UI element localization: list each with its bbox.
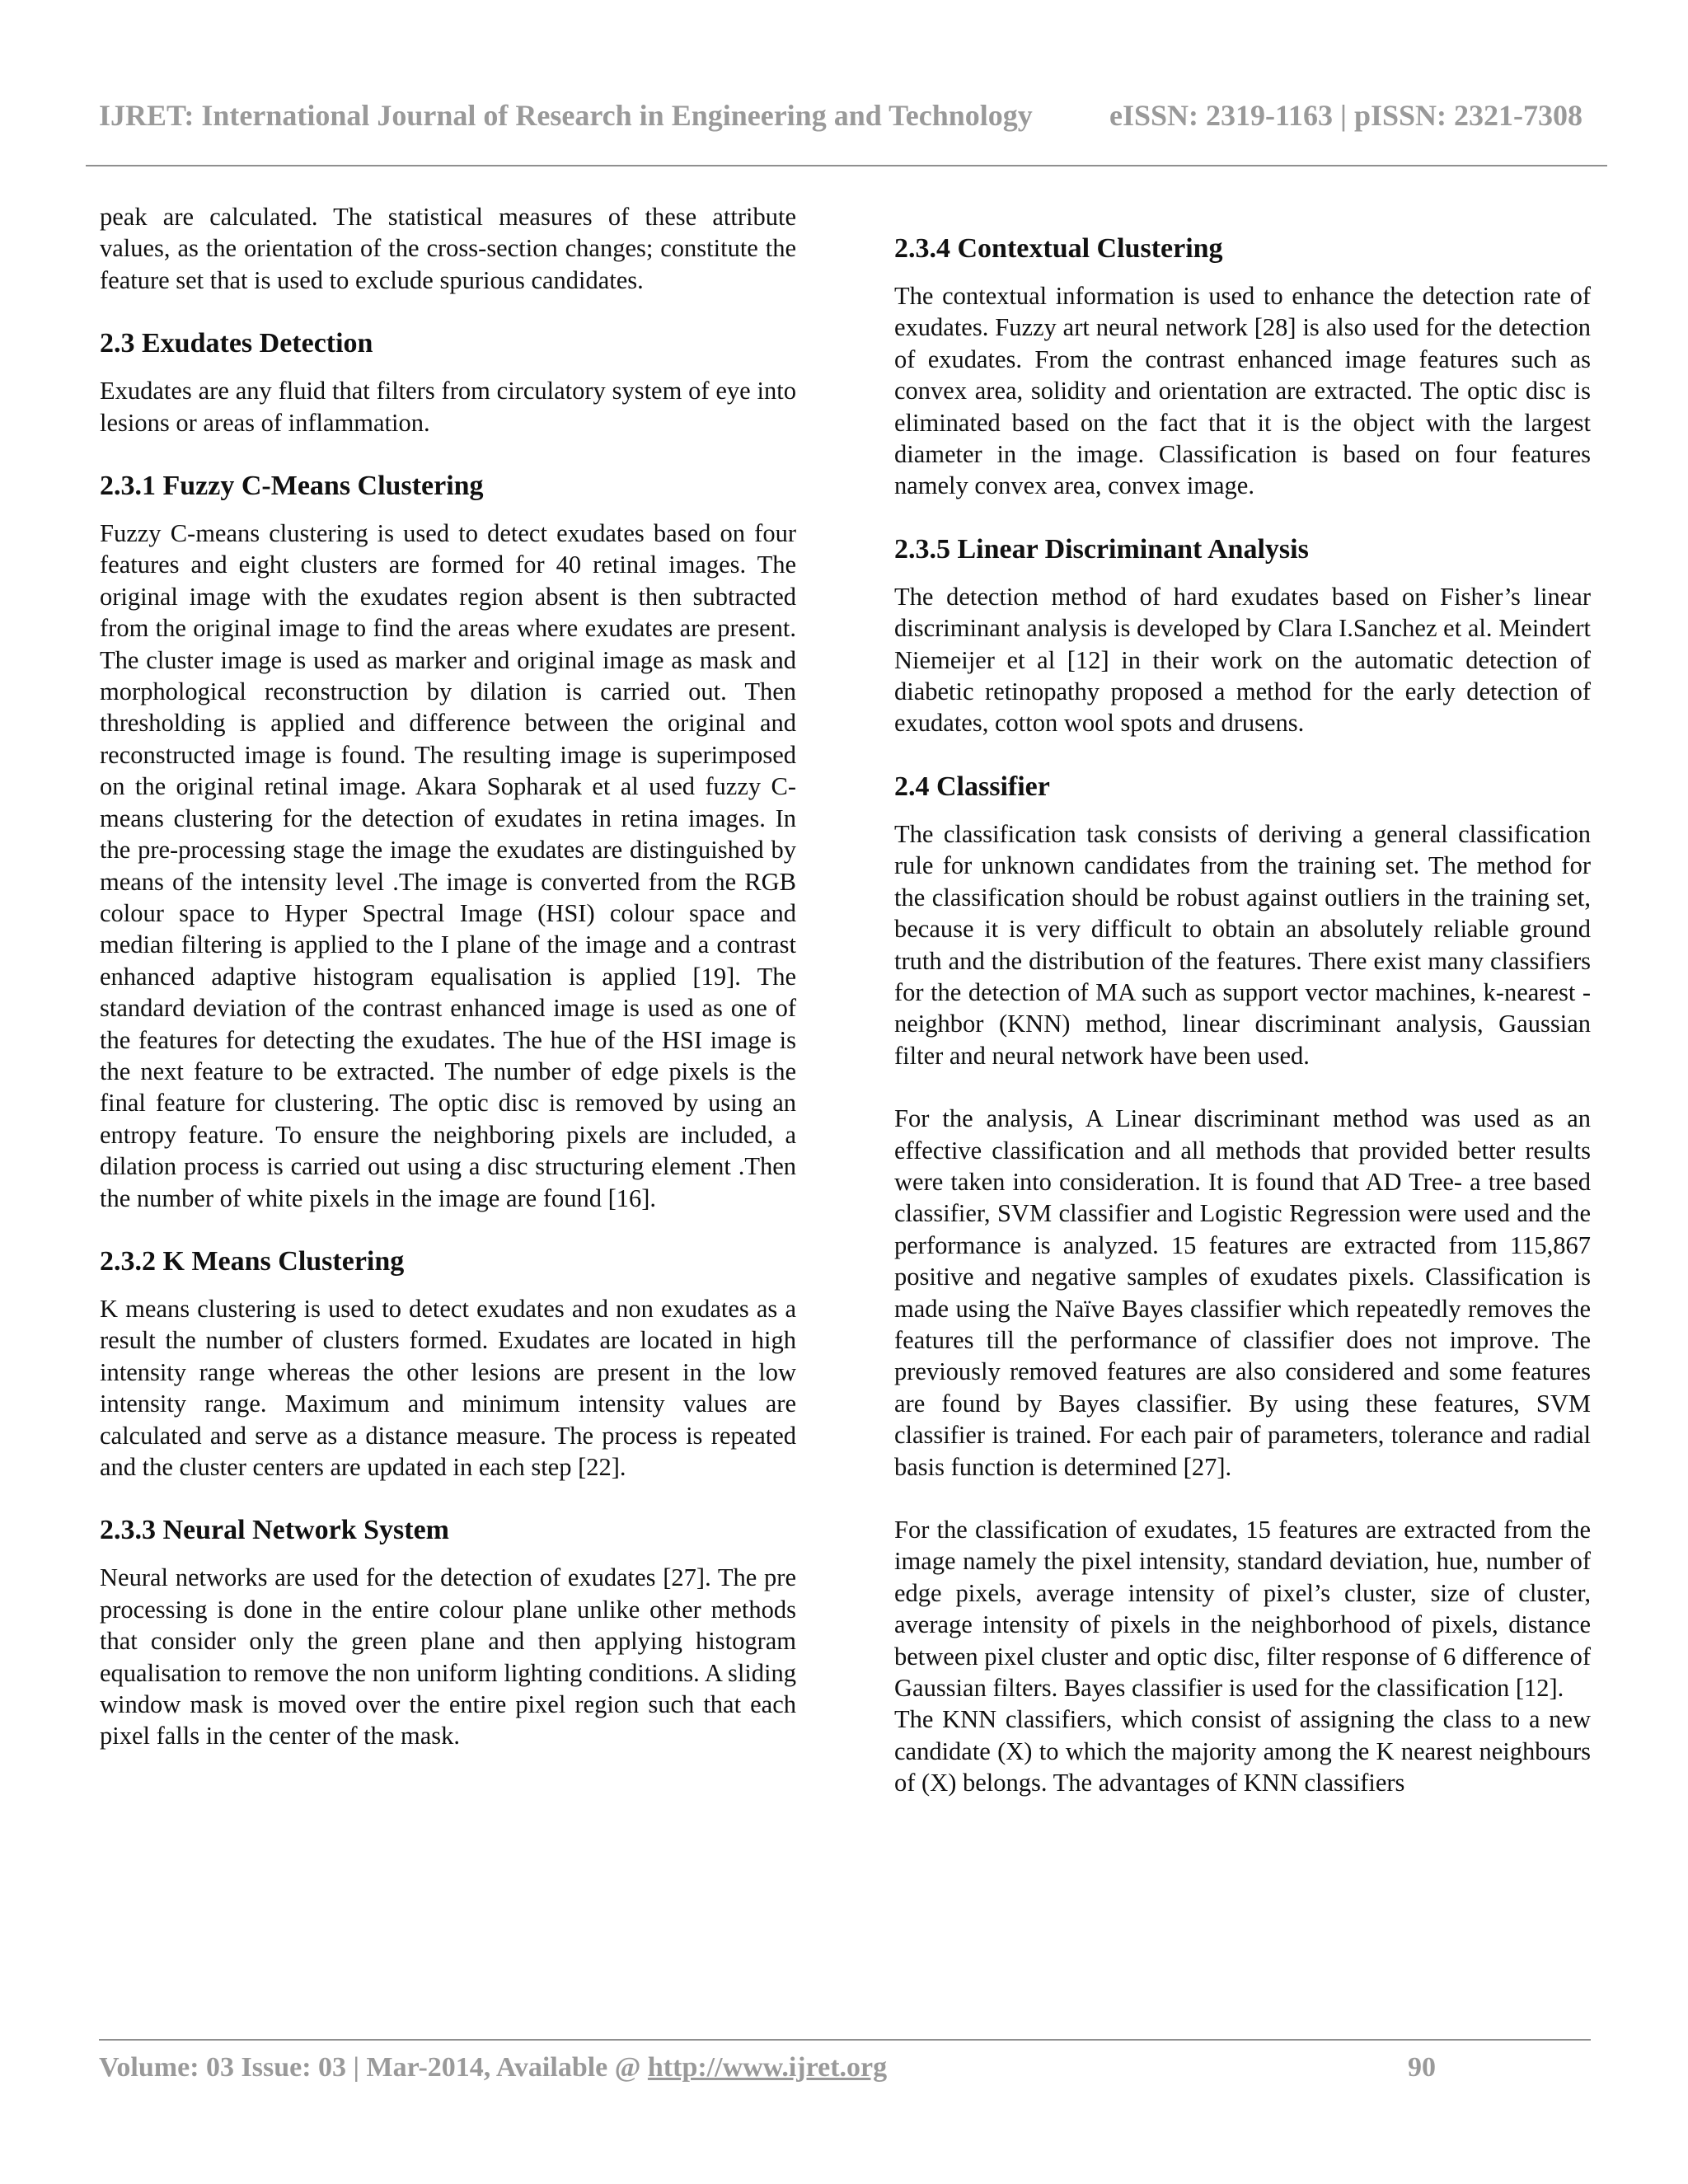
- section-heading-2-4: 2.4 Classifier: [894, 771, 1050, 802]
- section-heading-2-3-5: 2.3.5 Linear Discriminant Analysis: [894, 533, 1309, 565]
- header-divider: [86, 165, 1607, 166]
- section-heading-2-3-1: 2.3.1 Fuzzy C-Means Clustering: [100, 471, 484, 502]
- journal-website-link[interactable]: http://www.ijret.org: [647, 2052, 888, 2083]
- page-footer: [99, 2052, 1591, 2093]
- section-paragraph-2-4-3: For the classification of exudates, 15 features are extracted from the image namely the pixel intensity, standard deviation, hue, number of edge pixels, average intensity of pixel’s cluster, size of cluster, average intensity of pixels in the neighborhood of pixels, distance between pixel cluster and optic disc, filter response of 6 difference of Gaussian filters. Bayes classifier is used for the classification [12].: [894, 1516, 1591, 1703]
- section-paragraph-2-3-2: K means clustering is used to detect exudates and non exudates as a result the number of clusters formed. Exudates are located in high intensity range whereas the other lesions are present in the low intensity range. Maximum and minimum intensity values are calculated and serve as a distance measure. The process is repeated and the cluster centers are updated in each step [22].: [100, 1294, 796, 1481]
- section-heading-2-3-2: 2.3.2 K Means Clustering: [100, 1245, 405, 1277]
- journal-title: IJRET: International Journal of Research in Engineering and Technology: [99, 99, 1033, 132]
- section-paragraph-2-4-2: For the analysis, A Linear discriminant method was used as an effective classification and all methods that provided better results were taken into consideration. It is found that AD Tree- a tree based classifier, SVM classifier and Logistic Regression were used and the performance is analyzed. 15 features are extracted from 115,867 positive and negative samples of exudates pixels. Classification is made using the Naïve Bayes classifier which repeatedly removes the features till the performance of classifier does not improve. The previously removed features are also considered and some features are found by Bayes classifier. By using these features, SVM classifier is trained. For each pair of parameters, tolerance and radial basis function is determined [27].: [894, 1104, 1591, 1481]
- footer-volume-text: Volume: 03 Issue: 03 | Mar-2014, Available @: [99, 2052, 648, 2083]
- section-heading-2-3-4: 2.3.4 Contextual Clustering: [894, 233, 1223, 264]
- page-number: 90: [1408, 2052, 1436, 2083]
- section-paragraph-2-4-1: The classification task consists of deriving a general classification rule for unknown candidates from the training set. The method for the classification should be robust against outliers in the training set, because it is very difficult to obtain an absolutely reliable ground truth and the distribution of the features. There exist many classifiers for the detection of MA such as support vector machines, k-nearest - neighbor (KNN) method, linear discriminant analysis, Gaussian filter and neural network have been used.: [894, 819, 1591, 1070]
- section-paragraph-2-4-4: The KNN classifiers, which consist of assigning the class to a new candidate (X) to which the majority among the K nearest neighbours of (X) belongs. The advantages of KNN classifiers: [894, 1705, 1591, 1797]
- footer-divider: [99, 2039, 1591, 2041]
- issn-info: eISSN: 2319-1163 | pISSN: 2321-7308: [1109, 99, 1582, 132]
- page-header: [99, 91, 1582, 140]
- section-paragraph-2-3-4: The contextual information is used to enhance the detection rate of exudates. Fuzzy art neural network [28] is also used for the detection of exudates. From the contrast enhanced image features such as convex area, solidity and orientation are extracted. The optic disc is eliminated based on the fact that it is the object with the largest diameter in the image. Classification is based on four features namely convex area, convex image.: [894, 282, 1591, 500]
- footer-volume-info: [99, 2052, 887, 2083]
- intro-paragraph: peak are calculated. The statistical measures of these attribute values, as the orientation of the cross-section changes; constitute the feature set that is used to exclude spurious candidates.: [100, 203, 796, 294]
- section-paragraph-2-3-3: Neural networks are used for the detection of exudates [27]. The pre processing is done in the entire colour plane unlike other methods that consider only the green plane and then applying histogram equalisation to remove the non uniform lighting conditions. A sliding window mask is moved over the entire pixel region such that each pixel falls in the center of the mask.: [100, 1563, 796, 1750]
- section-paragraph-2-3-1: Fuzzy C-means clustering is used to detect exudates based on four features and eight clusters are formed for 40 retinal images. The original image with the exudates region absent is then subtracted from the original image to find the areas where exudates are present. The cluster image is used as marker and original image as mask and morphological reconstruction by dilation is carried out. Then thresholding is applied and difference between the original and reconstructed image is found. The resulting image is superimposed on the original retinal image. Akara Sopharak et al used fuzzy C-means clustering for the detection of exudates in retina images. In the pre-processing stage the image the exudates are distinguished by means of the intensity level .The image is converted from the RGB colour space to Hyper Spectral Image (HSI) colour space and median filtering is applied to the I plane of the image and a contrast enhanced adaptive histogram equalisation is applied [19]. The standard deviation of the contrast enhanced image is used as one of the features for detecting the exudates. The hue of the HSI image is the next feature to be extracted. The number of edge pixels is the final feature for clustering. The optic disc is removed by using an entropy feature. To ensure the neighboring pixels are included, a dilation process is carried out using a disc structuring element .Then the number of white pixels in the image are found [16].: [100, 519, 796, 1212]
- section-heading-2-3-3: 2.3.3 Neural Network System: [100, 1515, 449, 1546]
- section-paragraph-2-3: Exudates are any fluid that filters from circulatory system of eye into lesions or areas of inflammation.: [100, 377, 796, 437]
- section-paragraph-2-3-5: The detection method of hard exudates based on Fisher’s linear discriminant analysis is developed by Clara I.Sanchez et al. Meindert Niemeijer et al [12] in their work on the automatic detection of diabetic retinopathy proposed a method for the early detection of exudates, cotton wool spots and drusens.: [894, 582, 1591, 738]
- section-heading-2-3: 2.3 Exudates Detection: [100, 328, 373, 359]
- right-column: [894, 232, 1591, 1799]
- left-column: [100, 201, 796, 1752]
